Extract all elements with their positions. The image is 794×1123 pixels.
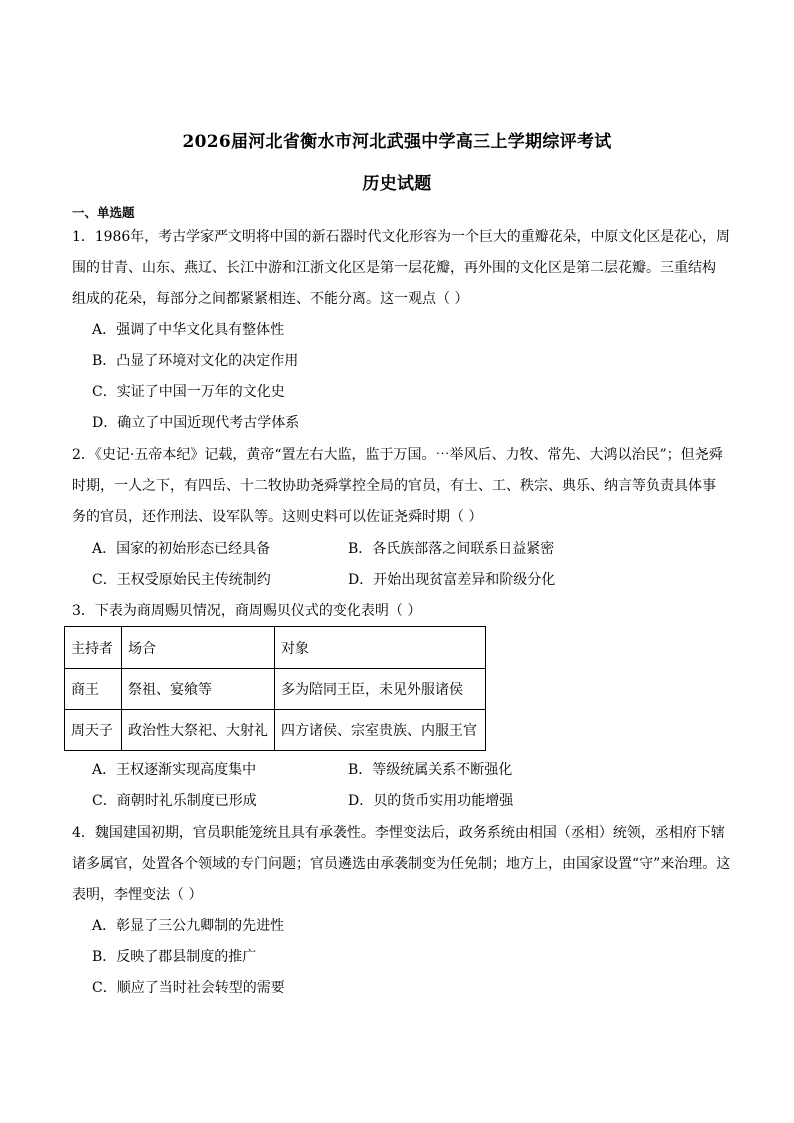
- question-4-line-3: 表明，李悝变法（ ）: [72, 887, 203, 903]
- table-header-cell: 主持者: [65, 627, 122, 669]
- question-2-line-3: 务的官员，还作刑法、设军队等。这则史料可以佐证尧舜时期（ ）: [72, 509, 483, 525]
- question-1-line-2: 围的甘青、山东、燕辽、长江中游和江浙文化区是第一层花瓣，再外围的文化区是第二层花瓣。三重结构: [72, 260, 716, 276]
- question-3-table: [64, 626, 486, 751]
- question-1-option-c: C．实证了中国一万年的文化史: [92, 384, 285, 400]
- question-3-option-d: D．贝的货币实用功能增强: [348, 793, 514, 809]
- question-2-option-c: C．王权受原始民主传统制约: [92, 572, 271, 588]
- table-cell: 商王: [65, 669, 122, 710]
- table-cell: 政治性大祭祀、大射礼: [122, 710, 275, 751]
- table-cell: 四方诸侯、宗室贵族、内服王官: [275, 710, 486, 751]
- question-2-option-a: A．国家的初始形态已经具备: [92, 541, 271, 557]
- table-cell: 多为陪同王臣，未见外服诸侯: [275, 669, 486, 710]
- question-4-line-1: 4．魏国建国初期，官员职能笼统且具有承袭性。李悝变法后，政务系统由相国（丞相）统领，丞相府下辖: [72, 825, 725, 841]
- question-4-option-c: C．顺应了当时社会转型的需要: [92, 980, 285, 996]
- question-1-option-a: A．强调了中华文化具有整体性: [92, 322, 285, 338]
- question-1-line-3: 组成的花朵，每部分之间都紧紧相连、不能分离。这一观点（ ）: [72, 291, 469, 307]
- question-2-line-2: 时期，一人之下，有四岳、十二牧协助尧舜掌控全局的官员，有士、工、秩宗、典乐、纳言等负责具体事: [72, 478, 716, 494]
- question-3-option-a: A．王权逐渐实现高度集中: [92, 762, 257, 778]
- table-row: [65, 710, 486, 751]
- question-3-option-c: C．商朝时礼乐制度已形成: [92, 793, 257, 809]
- table-cell: 祭祖、宴飨等: [122, 669, 275, 710]
- question-2-line-1: 2．《史记·五帝本纪》记载，黄帝“置左右大监，监于万国。⋯举风后、力牧、常先、大鸿以治民”；但尧舜: [72, 447, 723, 463]
- question-4-line-2: 诸多属官，处置各个领域的专门问题；官员遴选由承袭制变为任免制；地方上，由国家设置“守”来治理。这: [72, 856, 731, 872]
- question-2-option-b: B．各氏族部落之间联系日益紧密: [348, 541, 555, 557]
- question-1-line-1: 1．1986年，考古学家严文明将中国的新石器时代文化形容为一个巨大的重瓣花朵，中原文化区是花心，周: [72, 229, 730, 245]
- table-cell: 周天子: [65, 710, 122, 751]
- question-2-option-d: D．开始出现贫富差异和阶级分化: [348, 572, 556, 588]
- table-header-row: [65, 627, 486, 669]
- table-row: [65, 669, 486, 710]
- question-4-option-b: B．反映了郡县制度的推广: [92, 949, 257, 965]
- table-header-cell: 对象: [275, 627, 486, 669]
- exam-title: 2026届河北省衡水市河北武强中学高三上学期综评考试: [182, 132, 612, 152]
- section-heading: 一、单选题: [72, 205, 135, 220]
- question-4-option-a: A．彰显了三公九卿制的先进性: [92, 918, 285, 934]
- question-1-option-b: B．凸显了环境对文化的决定作用: [92, 353, 299, 369]
- exam-subtitle: 历史试题: [362, 174, 432, 194]
- question-1-option-d: D．确立了中国近现代考古学体系: [92, 415, 300, 431]
- question-3-option-b: B．等级统属关系不断强化: [348, 762, 513, 778]
- question-3-stem: 3．下表为商周赐贝情况，商周赐贝仪式的变化表明（ ）: [72, 603, 422, 619]
- table-header-cell: 场合: [122, 627, 275, 669]
